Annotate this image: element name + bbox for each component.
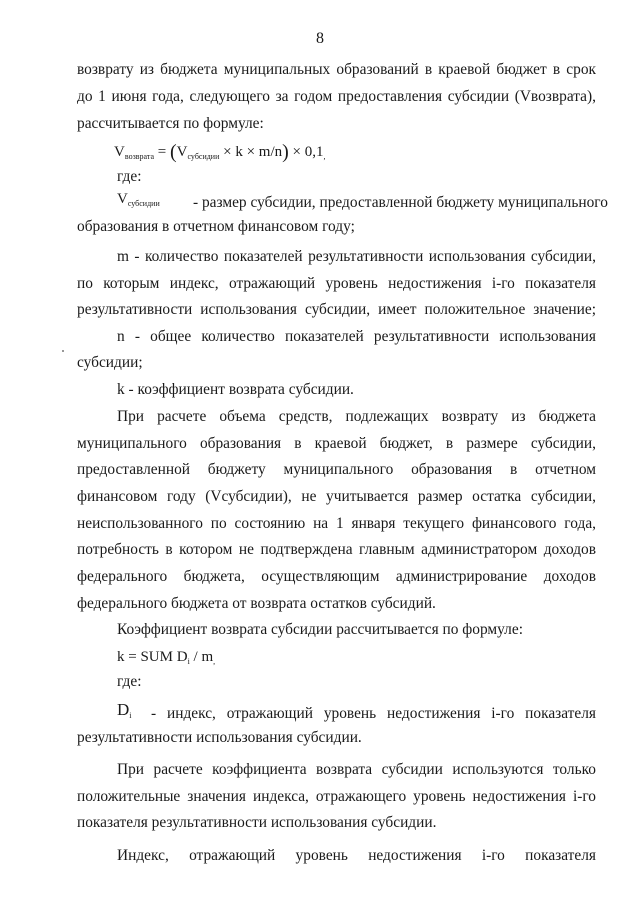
text-line: положительные значения индекса, отражающего уровень недостижения i-го	[77, 788, 596, 805]
text-line: При расчете объема средств, подлежащих возврату из бюджета	[117, 408, 596, 425]
where-label: где:	[117, 168, 142, 185]
text-line: предоставленной бюджету муниципального образования в отчетном	[77, 461, 596, 478]
text-line: федерального бюджета от возврата остатков субсидий.	[77, 595, 436, 612]
v-subsidy-symbol: $V_{субсидии}$	[117, 191, 160, 208]
di-symbol: $D_i$	[117, 700, 132, 720]
text-line: - размер субсидии, предоставленной бюджету муниципального	[193, 194, 608, 211]
text-line: финансовом году (Vсубсидии), не учитывается размер остатка субсидии,	[77, 488, 596, 505]
text-line: рассчитывается по формуле:	[77, 115, 264, 132]
text-line: муниципального образования в краевой бюджет, в размере субсидии,	[77, 435, 596, 452]
text-line: k - коэффициент возврата субсидии.	[117, 381, 354, 398]
text-line: При расчете коэффициента возврата субсидии используются только	[117, 761, 596, 778]
text-line: по которым индекс, отражающий уровень недостижения i-го показателя	[77, 275, 596, 292]
text-line: - индекс, отражающий уровень недостижения i-го показателя	[151, 705, 596, 722]
text-line: Коэффициент возврата субсидии рассчитывается по формуле:	[117, 621, 523, 638]
formula-v-return: $V_{возврата} = (V_{субсидии} \times k \times m/n) \times 0,1_,$	[114, 141, 326, 163]
text-line: до 1 июня года, следующего за годом предоставления субсидии (Vвозврата),	[77, 88, 596, 105]
formula-k: k = SUM $D_i / m_,$	[117, 649, 216, 666]
text-line: показателя результативности использования субсидии.	[77, 814, 437, 831]
text-line: потребность в котором не подтверждена главным администратором доходов	[77, 541, 596, 558]
where-label: где:	[117, 673, 142, 690]
text-line: возврату из бюджета муниципальных образований в краевой бюджет в срок	[77, 61, 596, 78]
text-line: m - количество показателей результативности использования субсидии,	[117, 248, 596, 265]
text-line: неиспользованного по состоянию на 1 января текущего финансового года,	[77, 515, 596, 532]
text-line: результативности использования субсидии, имеет положительное значение;	[77, 301, 596, 318]
text-line: субсидии;	[77, 354, 143, 371]
scan-speck	[62, 350, 64, 352]
text-line: n - общее количество показателей результативности использования	[117, 328, 596, 345]
text-line: образования в отчетном финансовом году;	[77, 218, 355, 235]
page-number: 8	[316, 30, 324, 47]
text-line: федерального бюджета, осуществляющим администрирование доходов	[77, 568, 596, 585]
text-line: Индекс, отражающий уровень недостижения i-го показателя	[117, 847, 596, 864]
text-line: результативности использования субсидии.	[77, 729, 362, 746]
